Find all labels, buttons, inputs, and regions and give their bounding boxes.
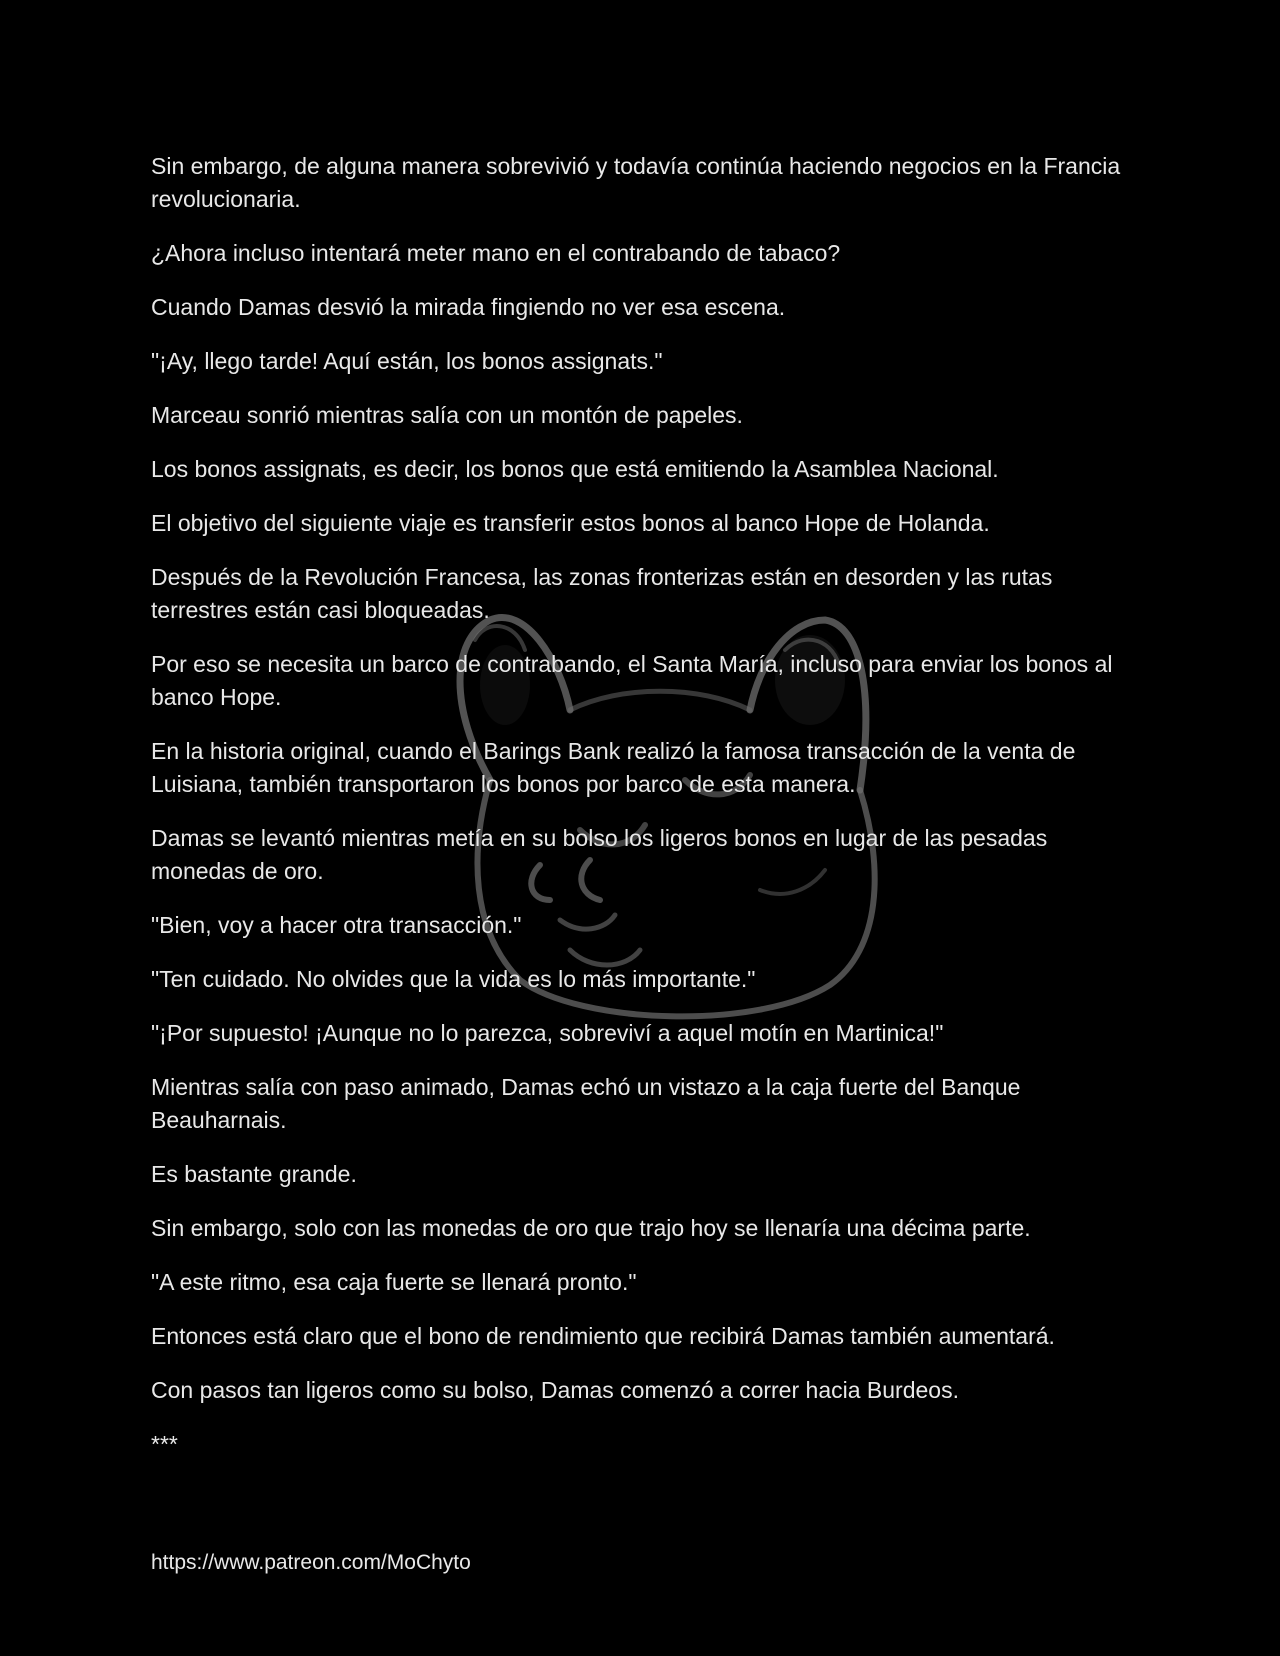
paragraph: Mientras salía con paso animado, Damas echó un vistazo a la caja fuerte del Banque Beauharnais. [151, 1074, 1021, 1133]
paragraph: "Bien, voy a hacer otra transacción." [151, 912, 522, 938]
paragraph: ¿Ahora incluso intentará meter mano en el contrabando de tabaco? [151, 240, 841, 266]
paragraph: Después de la Revolución Francesa, las zonas fronterizas están en desorden y las rutas terrestres están casi bloqueadas. [151, 564, 1053, 623]
paragraph: Damas se levantó mientras metía en su bolso los ligeros bonos en lugar de las pesadas monedas de oro. [151, 825, 1048, 884]
paragraph: Cuando Damas desvió la mirada fingiendo no ver esa escena. [151, 294, 786, 320]
scene-break: *** [151, 1431, 178, 1457]
paragraph: Los bonos assignats, es decir, los bonos que está emitiendo la Asamblea Nacional. [151, 456, 999, 482]
paragraph: "¡Ay, llego tarde! Aquí están, los bonos assignats." [151, 348, 663, 374]
paragraph: Es bastante grande. [151, 1161, 357, 1187]
paragraph: "Ten cuidado. No olvides que la vida es lo más importante." [151, 966, 756, 992]
paragraph: Sin embargo, de alguna manera sobrevivió y todavía continúa haciendo negocios en la Francia revolucionaria. [151, 153, 1121, 212]
paragraph: "A este ritmo, esa caja fuerte se llenará pronto." [151, 1269, 637, 1295]
paragraph: Con pasos tan ligeros como su bolso, Damas comenzó a correr hacia Burdeos. [151, 1377, 959, 1403]
paragraph: El objetivo del siguiente viaje es transferir estos bonos al banco Hope de Holanda. [151, 510, 990, 536]
paragraph: Sin embargo, solo con las monedas de oro que trajo hoy se llenaría una décima parte. [151, 1215, 1031, 1241]
paragraph: Por eso se necesita un barco de contrabando, el Santa María, incluso para enviar los bonos al banco Hope. [151, 651, 1113, 710]
paragraph: Entonces está claro que el bono de rendimiento que recibirá Damas también aumentará. [151, 1323, 1055, 1349]
paragraph: Marceau sonrió mientras salía con un montón de papeles. [151, 402, 743, 428]
paragraph: "¡Por supuesto! ¡Aunque no lo parezca, sobreviví a aquel motín en Martinica!" [151, 1020, 944, 1046]
patreon-link[interactable]: https://www.patreon.com/MoChyto [151, 1551, 471, 1574]
document-body [151, 150, 1141, 1482]
paragraph: En la historia original, cuando el Barings Bank realizó la famosa transacción de la venta de Luisiana, también transportaron los bonos por barco de esta manera. [151, 738, 1076, 797]
